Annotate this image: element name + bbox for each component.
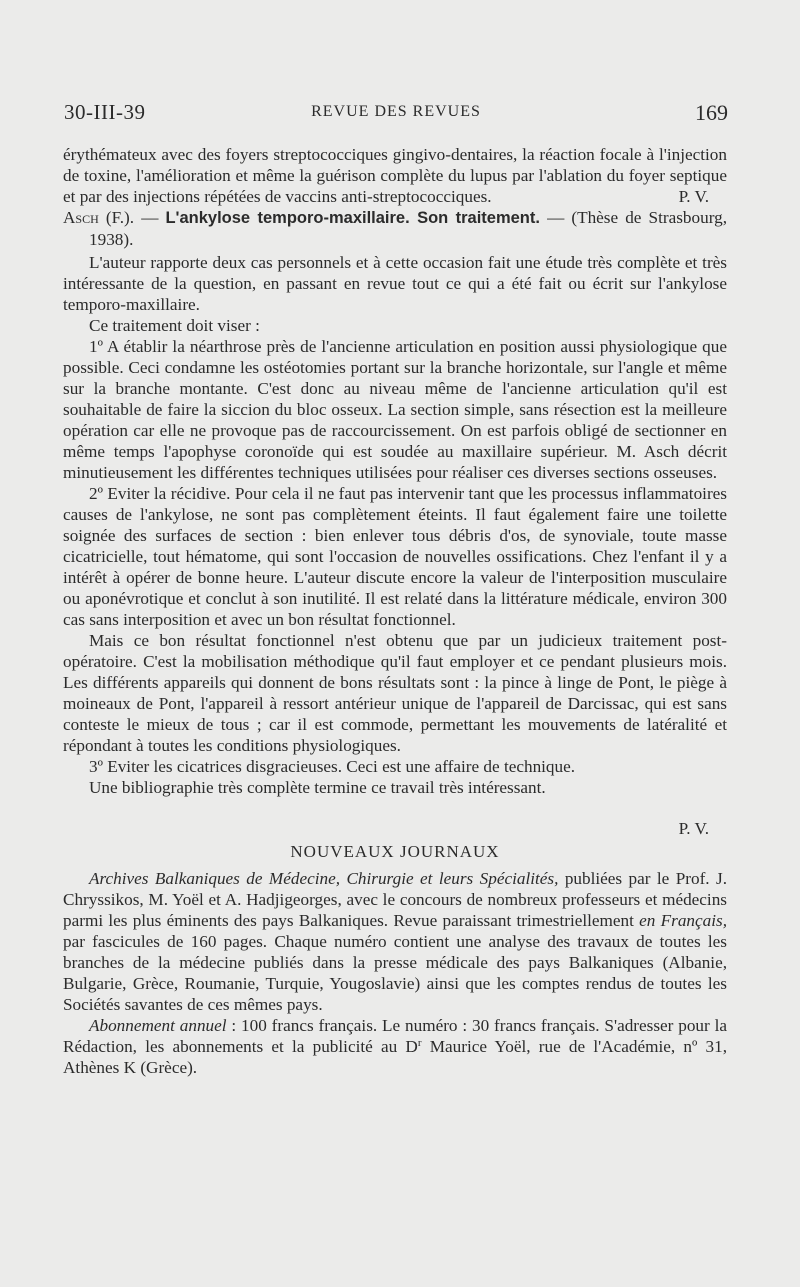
review-heading xyxy=(63,207,727,250)
review-paragraph-7: Une bibliographie très complète termine ce travail très intéressant. xyxy=(89,778,546,797)
prev-review-text: érythémateux avec des foyers streptococciques gingivo-dentaires, la réaction focale à l'injection de toxine, l'amélioration et même la guérison complète du lupus par l'ablation du foyer septique et par des injections répétées de vaccins anti-streptococciques. xyxy=(63,145,727,206)
journal-name: Archives Balkaniques de Médecine, Chirurgie et leurs Spécialités, xyxy=(89,869,559,888)
prev-review-signature: P. V. xyxy=(678,187,709,206)
page-number: 169 xyxy=(695,100,728,125)
review-author-initial: (F.). xyxy=(105,208,135,227)
review-author: Asch xyxy=(63,208,99,227)
review-paragraph-6: 3º Eviter les cicatrices disgracieuses. Ceci est une affaire de technique. xyxy=(89,757,576,776)
review-source: — (Thèse de Strasbourg, 1938). xyxy=(89,208,727,249)
review-paragraph-4: 2º Eviter la récidive. Pour cela il ne faut pas intervenir tant que les processus inflammatoires causes de l'ankylose, ne sont pas complètement éteints. Il faut également faire une toilette soignée des surfaces de section : bien enlever tous débris d'os, de synoviale, toute masse cicatricielle, tout hématome, qui sont l'occasion de nouvelles ossifications. Chez l'enfant il y a intérêt à opérer de bonne heure. L'auteur discute encore la valeur de l'interposition musculaire ou aponévrotique et conclut à son inutilité. Il est relaté dans la littérature médicale, environ 300 cas sans interposition et avec un bon résultat fonctionnel. xyxy=(63,484,727,629)
review-paragraph-2: Ce traitement doit viser : xyxy=(89,316,260,335)
abonnement-label: Abonnement annuel xyxy=(89,1016,227,1035)
page-body xyxy=(63,144,727,1078)
review-signature: P. V. xyxy=(678,819,709,838)
section-heading: NOUVEAUX JOURNAUX xyxy=(290,842,500,861)
review-paragraph-3: 1º A établir la néarthrose près de l'ancienne articulation en position aussi physiologique que possible. Ceci condamne les ostéotomies portant sur la branche horizontale, sur l'angle et même sur la branche montante. C'est donc au niveau même de l'ancienne articulation qu'il est souhaitable de faire la siccion du bloc osseux. La section simple, sans résection est la meilleure opération car elle ne provoque pas de raccourcissement. On est parfois obligé de sectionner en même temps l'apophyse coronoïde qui est soudée au maxillaire supérieur. M. Asch décrit minutieusement les différentes techniques utilisées pour réaliser ces diverses sections osseuses. xyxy=(63,337,727,482)
running-header xyxy=(64,100,728,130)
journal-section-title: REVUE DES REVUES xyxy=(311,103,481,120)
journal-paragraph-2: Abonnement annuel : 100 francs français. Le numéro : 30 francs français. S'adresser pour la Rédaction, les abonnements et la publicité au $D^r$ Maurice Yoël, rue de l'Académie, nº 31, Athènes K (Grèce). xyxy=(63,1016,728,1077)
en-francais: en Français, xyxy=(639,911,728,930)
issue-date: 30-III-39 xyxy=(64,100,146,124)
review-title: L'ankylose temporo-maxillaire. Son traitement. xyxy=(165,209,540,227)
journal-paragraph-1: Archives Balkaniques de Médecine, Chirurgie et leurs Spécialités, publiées par le Prof. J. Chryssikos, M. Yoël et A. Hadjigeorges, avec le concours de nombreux professeurs et médecins parmi les plus éminents des pays Balkaniques. Revue paraissant trimestriellement en Français, par fascicules de 160 pages. Chaque numéro contient une analyse des travaux de toutes les branches de la médecine publiés dans la presse médicale des pays Balkaniques (Albanie, Bulgarie, Grèce, Roumanie, Turquie, Yougoslavie) ainsi que les comptes rendus de toutes les Sociétés savantes de ces mêmes pays. xyxy=(63,869,728,1014)
review-dash: — xyxy=(141,208,159,227)
review-paragraph-5: Mais ce bon résultat fonctionnel n'est obtenu que par un judicieux traitement post-opératoire. C'est la mobilisation méthodique qu'il faut employer et ce pendant plusieurs mois. Les différents appareils qui donnent de bons résultats sont : la pince à linge de Pont, le piège à moineaux de Pont, l'appareil à ressort antérieur unique de l'appareil de Darcissac, qui est sans conteste le mieux de tous ; car il est commode, permettant les mouvements de latéralité et répondant à toutes les conditions physiologiques. xyxy=(63,631,727,755)
review-paragraph-1: L'auteur rapporte deux cas personnels et à cette occasion fait une étude très complète et très intéressante de la question, en passant en revue tout ce qui a été fait ou écrit sur l'ankylose temporo-maxillaire. xyxy=(63,253,727,314)
